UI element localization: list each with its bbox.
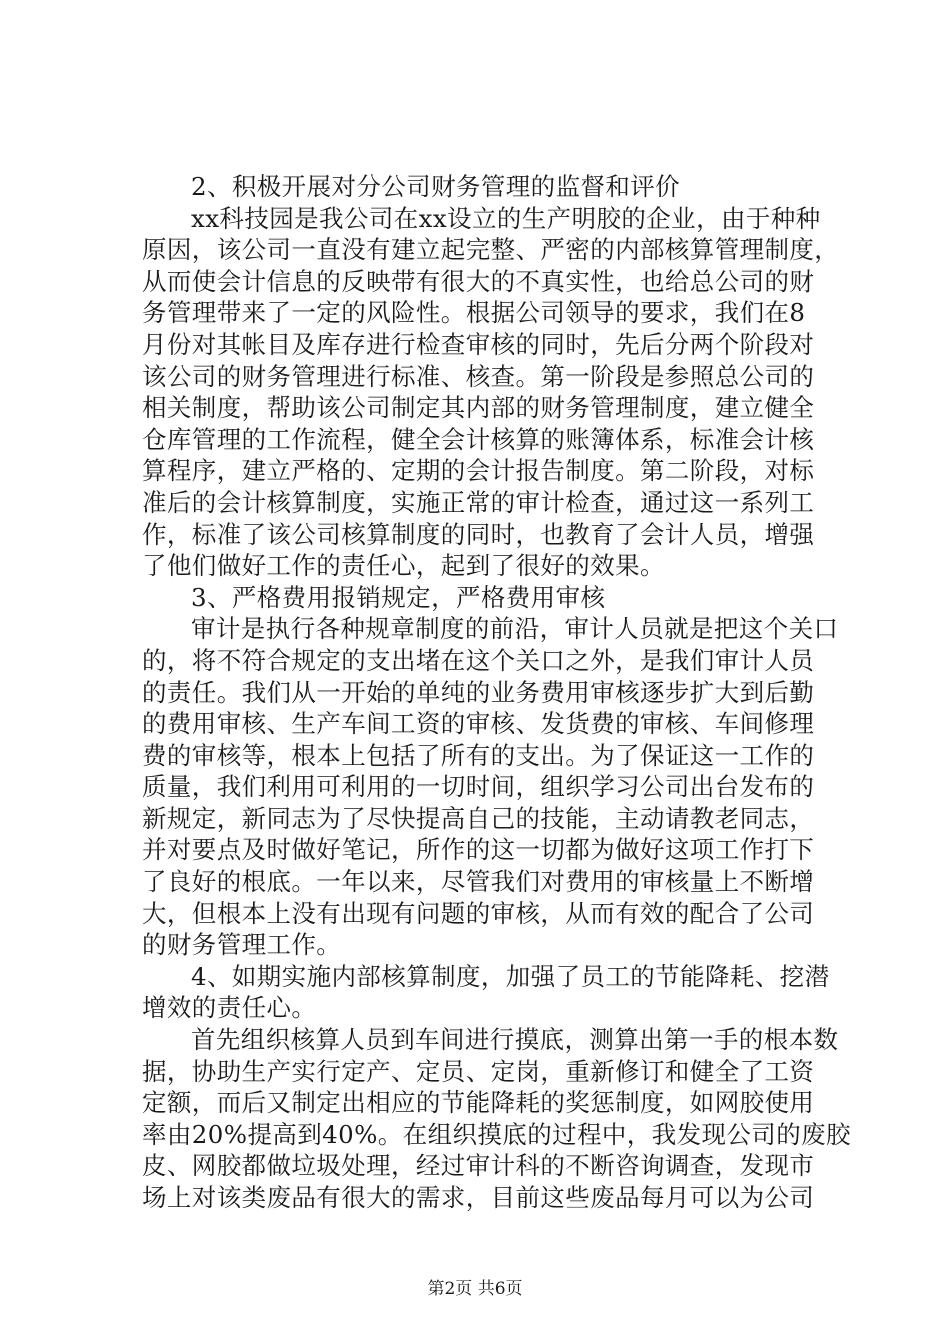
text-line: 首先组织核算人员到车间进行摸底，测算出第一手的根本数 bbox=[191, 1025, 839, 1055]
text-line: 相关制度，帮助该公司制定其内部的财务管理制度，建立健全 bbox=[142, 393, 815, 423]
document-body bbox=[142, 171, 851, 1214]
text-line: 皮、网胶都做垃圾处理，经过审计科的不断咨询调查，发现市 bbox=[142, 1151, 815, 1181]
text-line: 增效的责任心。 bbox=[142, 993, 317, 1023]
text-line: 新规定，新同志为了尽快提高自己的技能，主动请教老同志， bbox=[142, 803, 815, 833]
text-line: 率由20%提高到40%。在组织摸底的过程中，我发现公司的废胶 bbox=[142, 1119, 851, 1149]
text-line: 定额，而后又制定出相应的节能降耗的奖惩制度，如网胶使用 bbox=[142, 1088, 815, 1118]
text-line: 的，将不符合规定的支出堵在这个关口之外，是我们审计人员 bbox=[142, 645, 815, 675]
text-line: 从而使会计信息的反映带有很大的不真实性，也给总公司的财 bbox=[142, 266, 815, 296]
text-line: 据，协助生产实行定产、定员、定岗，重新修订和健全了工资 bbox=[142, 1056, 815, 1086]
text-line: 场上对该类废品有很大的需求，目前这些废品每月可以为公司 bbox=[142, 1183, 815, 1212]
text-line: 2、积极开展对分公司财务管理的监督和评价 bbox=[191, 172, 681, 201]
text-line: 算程序，建立严格的、定期的会计报告制度。第二阶段，对标 bbox=[142, 456, 815, 486]
text-line: 务管理带来了一定的风险性。根据公司领导的要求，我们在8 bbox=[142, 298, 806, 328]
text-line: 了他们做好工作的责任心，起到了很好的效果。 bbox=[142, 551, 665, 581]
text-line: 4、如期实施内部核算制度，加强了员工的节能降耗、挖潜 bbox=[191, 961, 830, 991]
text-line: 费的审核等，根本上包括了所有的支出。为了保证这一工作的 bbox=[142, 740, 815, 770]
text-line: xx科技园是我公司在xx设立的生产明胶的企业，由于种种 bbox=[191, 203, 821, 233]
text-line: 大，但根本上没有出现有问题的审核，从而有效的配合了公司 bbox=[142, 898, 815, 928]
page-footer bbox=[0, 1274, 950, 1299]
text-line: 原因，该公司一直没有建立起完整、严密的内部核算管理制度， bbox=[142, 235, 840, 265]
text-line: 了良好的根底。一年以来，尽管我们对费用的审核量上不断增 bbox=[142, 867, 815, 897]
text-line: 的责任。我们从一开始的单纯的业务费用审核逐步扩大到后勤 bbox=[142, 677, 815, 707]
text-line: 作，标准了该公司核算制度的同时，也教育了会计人员，增强 bbox=[142, 519, 815, 549]
text-line: 质量，我们利用可利用的一切时间，组织学习公司出台发布的 bbox=[142, 772, 815, 802]
text-line: 仓库管理的工作流程，健全会计核算的账簿体系，标准会计核 bbox=[142, 424, 815, 454]
text-line: 3、严格费用报销规定，严格费用审核 bbox=[191, 582, 606, 612]
text-line: 月份对其帐目及库存进行检查审核的同时，先后分两个阶段对 bbox=[142, 329, 815, 359]
text-line: 准后的会计核算制度，实施正常的审计检查，通过这一系列工 bbox=[142, 487, 815, 517]
text-line: 的费用审核、生产车间工资的审核、发货费的审核、车间修理 bbox=[142, 709, 815, 739]
text-line: 审计是执行各种规章制度的前沿，审计人员就是把这个关口 bbox=[191, 614, 839, 644]
text-line: 并对要点及时做好笔记，所作的这一切都为做好这项工作打下 bbox=[142, 835, 815, 865]
text-line: 该公司的财务管理进行标准、核查。第一阶段是参照总公司的 bbox=[142, 361, 815, 391]
page-number-label: 第2页 共6页 bbox=[427, 1279, 523, 1299]
text-line: 的财务管理工作。 bbox=[142, 930, 342, 960]
